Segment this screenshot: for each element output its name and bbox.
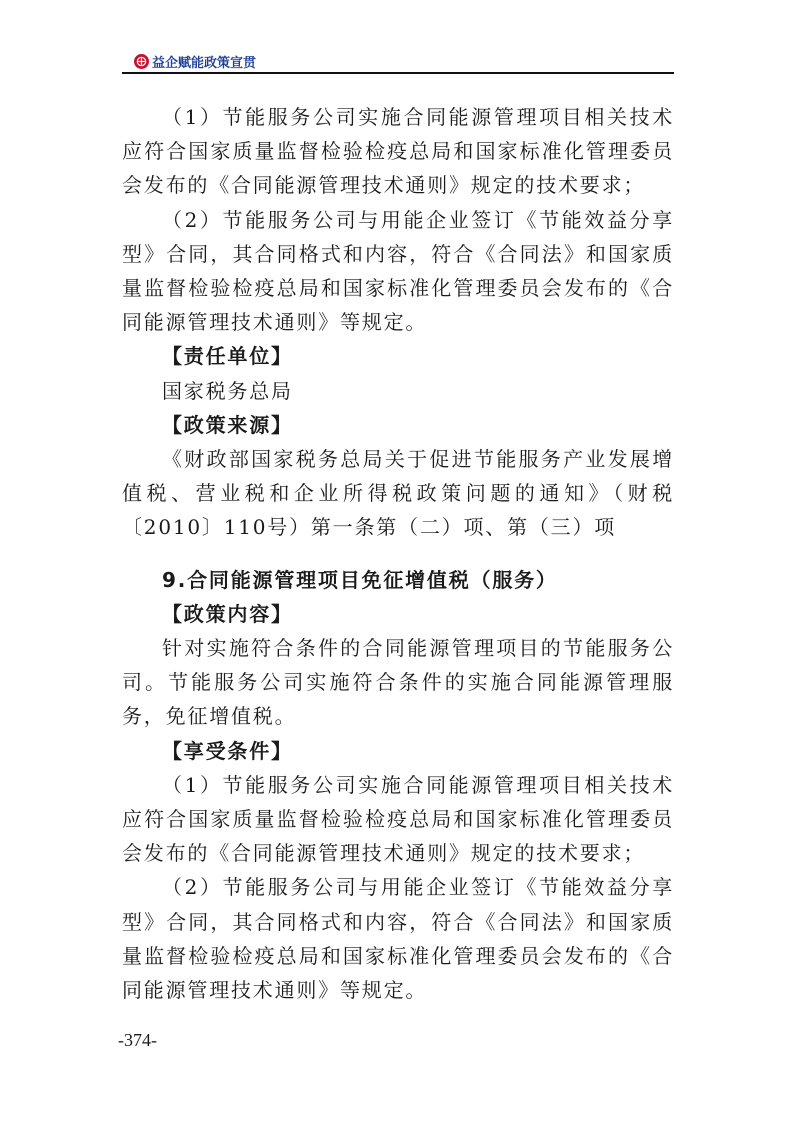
- condition-2: （2）节能服务公司与用能企业签订《节能效益分享型》合同，其合同格式和内容，符合《合同法》和国家质量监督检验检疫总局和国家标准化管理委员会发布的《合同能源管理技术通则》等规定。: [122, 875, 674, 1003]
- responsible-unit-text: 国家税务总局: [162, 378, 293, 403]
- header-divider: [122, 72, 674, 74]
- policy-source-text: 《财政部国家税务总局关于促进节能服务产业发展增值税、营业税和企业所得税政策问题的通知》（财税〔2010〕110号）第一条第（二）项、第（三）项: [122, 447, 674, 540]
- heading-policy-content: 【政策内容】: [162, 601, 293, 626]
- brand-logo: [134, 52, 256, 71]
- paragraph-requirement-2: （2）节能服务公司与用能企业签订《节能效益分享型》合同，其合同格式和内容，符合《合同法》和国家质量监督检验检疫总局和国家标准化管理委员会发布的《合同能源管理技术通则》等规定。: [122, 207, 674, 335]
- page-number: -374-: [118, 1030, 157, 1050]
- condition-1: （1）节能服务公司实施合同能源管理项目相关技术应符合国家质量监督检验检疫总局和国家标准化管理委员会发布的《合同能源管理技术通则》规定的技术要求；: [122, 772, 674, 866]
- paragraph-requirement-1: （1）节能服务公司实施合同能源管理项目相关技术应符合国家质量监督检验检疫总局和国家标准化管理委员会发布的《合同能源管理技术通则》规定的技术要求；: [122, 105, 674, 198]
- heading-conditions: 【享受条件】: [162, 738, 293, 763]
- page-header: [122, 46, 674, 74]
- heading-responsible-unit: 【责任单位】: [162, 344, 293, 369]
- policy-content-text: 针对实施符合条件的合同能源管理项目的节能服务公司。节能服务公司实施符合条件的实施合同能源管理服务，免征增值税。: [122, 636, 674, 729]
- section-title: 9.合同能源管理项目免征增值税（服务）: [162, 567, 558, 592]
- brand-slogan: 政策宣贯: [204, 56, 257, 71]
- heading-policy-source: 【政策来源】: [162, 412, 293, 437]
- document-body: [122, 100, 674, 1007]
- brand-name: 益企赋能: [152, 56, 205, 71]
- logo-emblem-icon: [134, 54, 149, 69]
